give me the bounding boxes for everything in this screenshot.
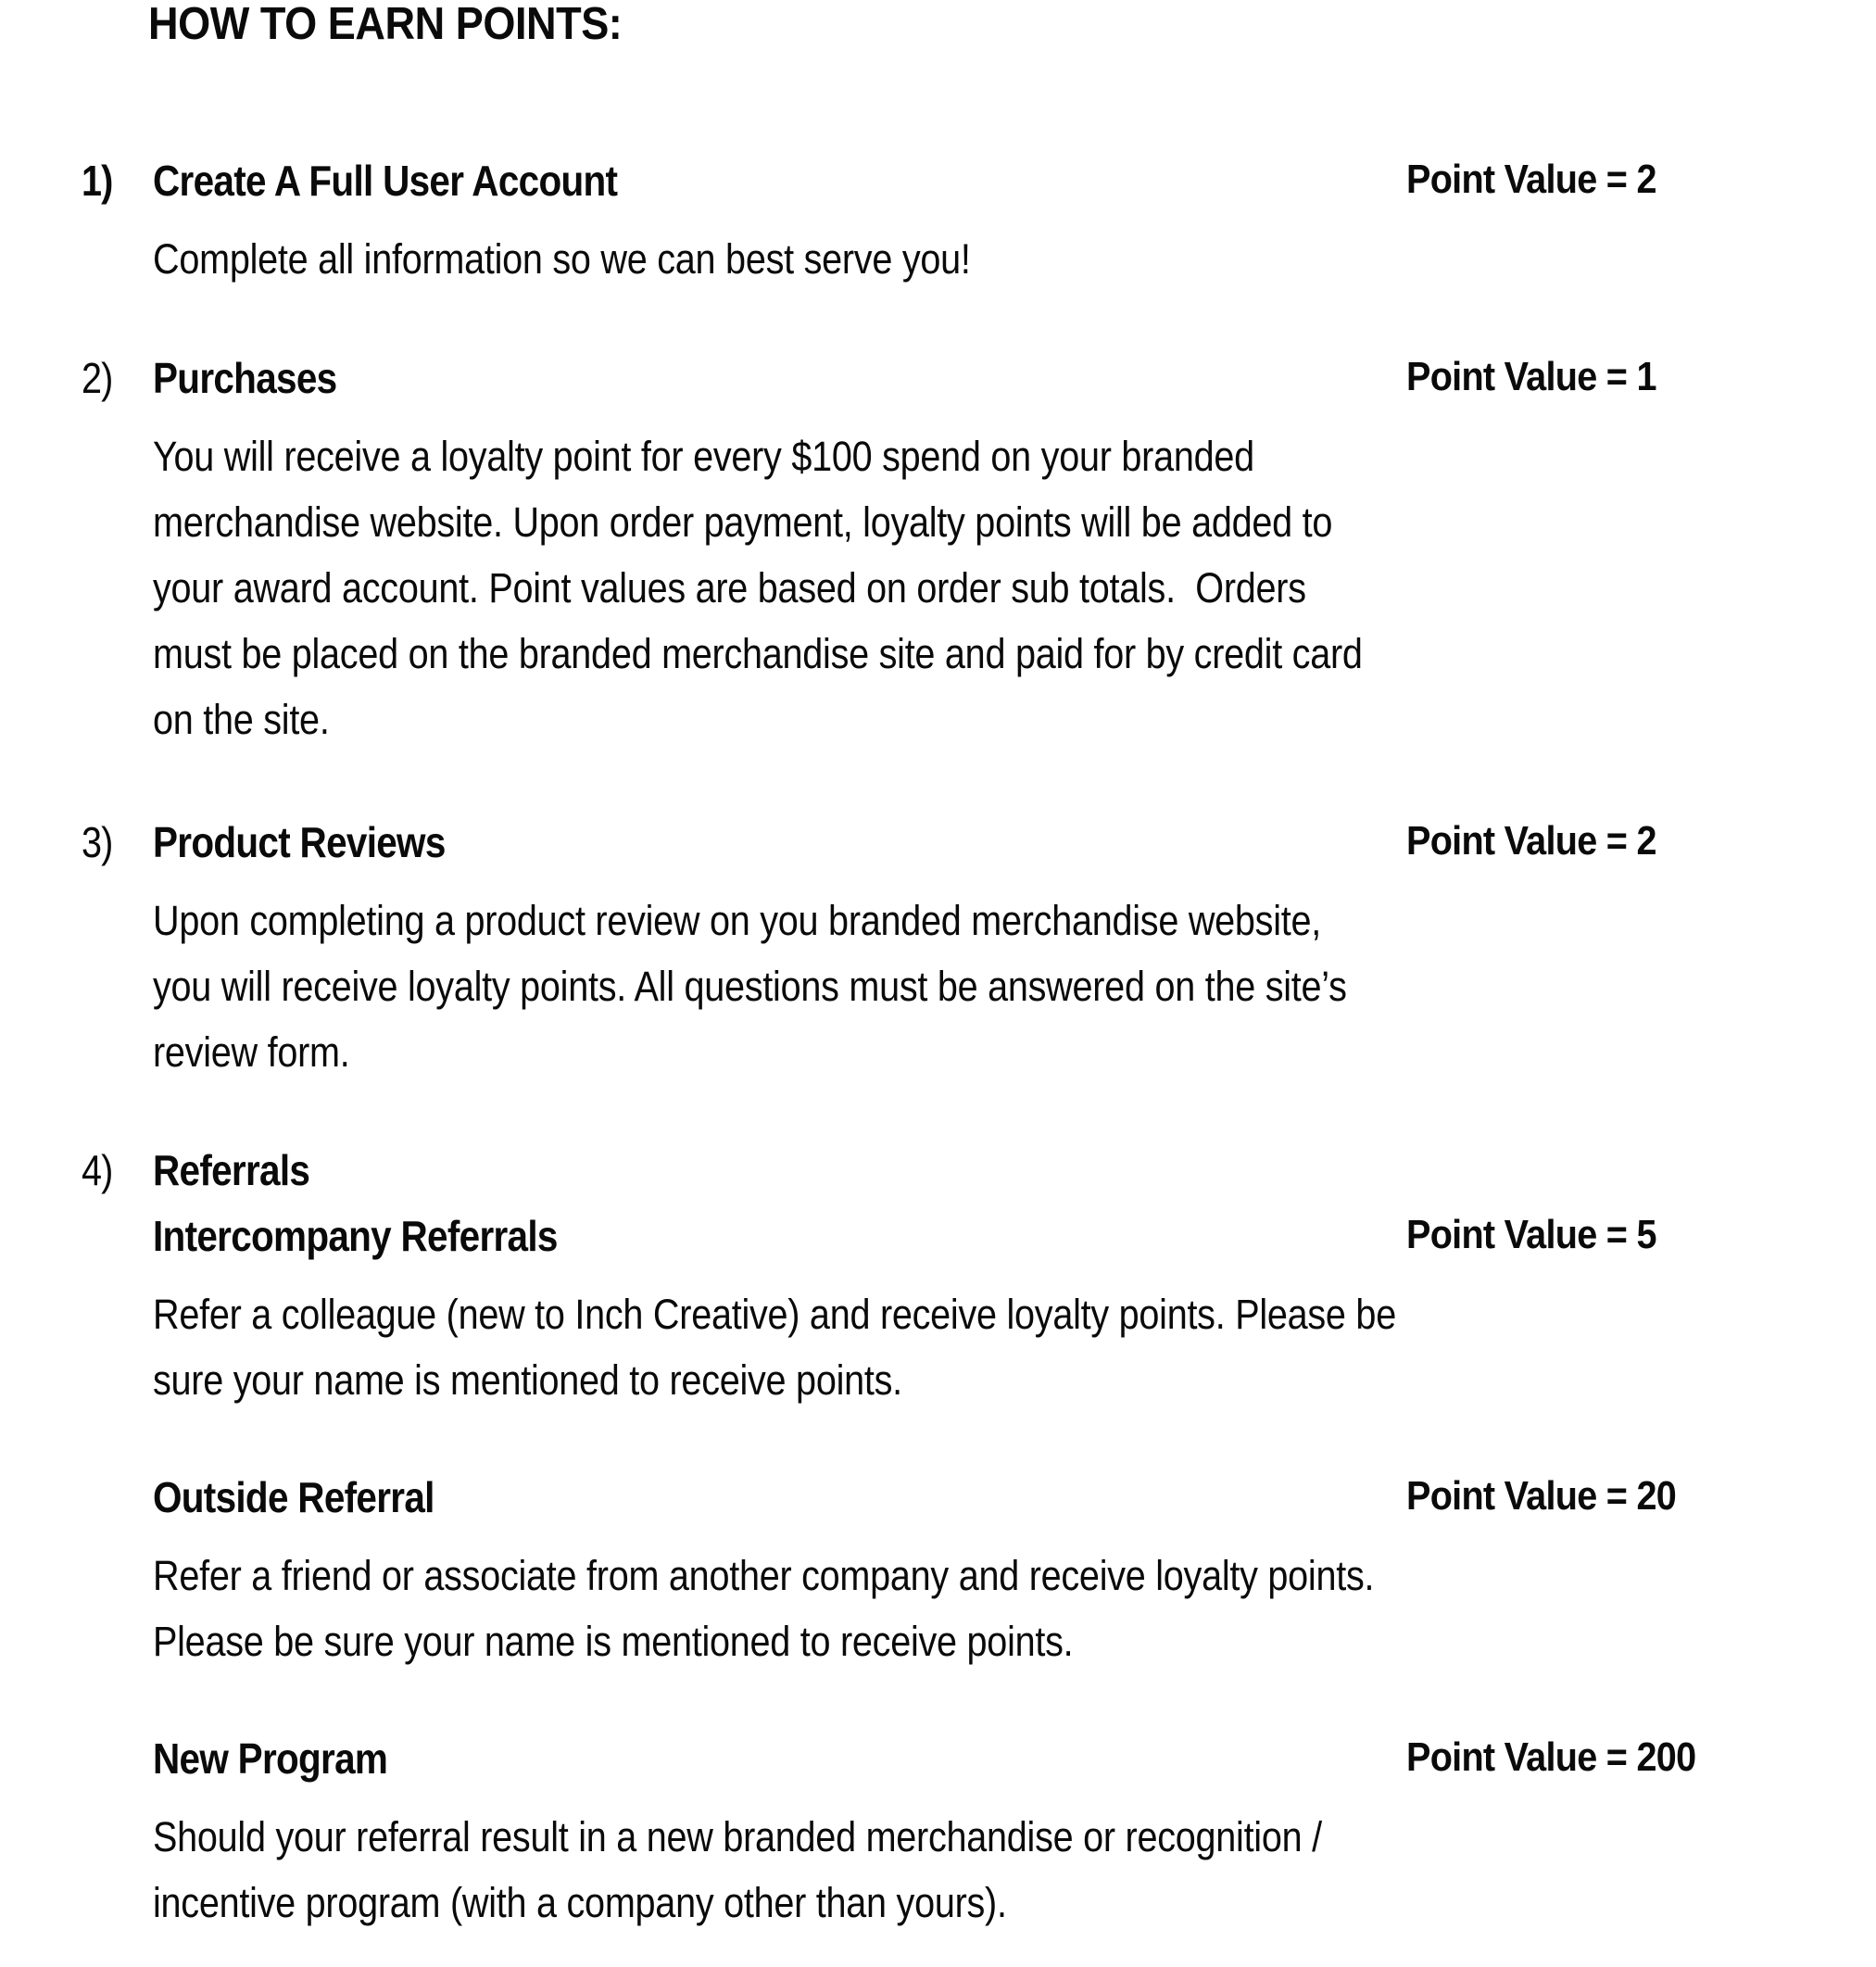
subitem-body-new-program xyxy=(153,1804,1620,1935)
item-title-referrals: Referrals xyxy=(153,1146,310,1194)
item-title-create-account: Create A Full User Account xyxy=(153,157,618,205)
body-line: incentive program (with a company other than yours). xyxy=(153,1879,1007,1926)
body-line: Should your referral result in a new branded merchandise or recognition / xyxy=(153,1813,1322,1860)
point-value-product-reviews: Point Value = 2 xyxy=(1406,818,1656,864)
body-line: sure your name is mentioned to receive points. xyxy=(153,1356,902,1404)
body-line: Refer a colleague (new to Inch Creative) and receive loyalty points. Please be xyxy=(153,1291,1396,1338)
page-title: HOW TO EARN POINTS: xyxy=(148,0,623,49)
body-line: review form. xyxy=(153,1028,350,1076)
point-value-intercompany-referrals: Point Value = 5 xyxy=(1406,1212,1656,1257)
body-line: on the site. xyxy=(153,696,330,743)
subitem-title-intercompany-referrals: Intercompany Referrals xyxy=(153,1212,558,1260)
point-value-purchases: Point Value = 1 xyxy=(1406,354,1656,399)
point-value-create-account: Point Value = 2 xyxy=(1406,157,1656,202)
body-line: your award account. Point values are based on order sub totals. Orders xyxy=(153,564,1306,612)
body-line: merchandise website. Upon order payment, loyalty points will be added to xyxy=(153,498,1333,546)
body-line: Complete all information so we can best serve you! xyxy=(153,235,971,283)
subitem-title-new-program: New Program xyxy=(153,1734,388,1783)
list-marker-1: 1) xyxy=(82,157,113,205)
body-line: you will receive loyalty points. All questions must be answered on the site’s xyxy=(153,963,1347,1010)
subitem-title-outside-referral: Outside Referral xyxy=(153,1473,434,1521)
item-body-create-account xyxy=(153,226,1620,292)
item-body-product-reviews xyxy=(153,888,1620,1085)
list-marker-3: 3) xyxy=(82,818,113,866)
body-line: Upon completing a product review on you branded merchandise website, xyxy=(153,897,1321,944)
item-body-purchases xyxy=(153,423,1620,752)
subitem-body-intercompany-referrals xyxy=(153,1281,1620,1413)
list-marker-2: 2) xyxy=(82,354,113,402)
body-line: Refer a friend or associate from another company and receive loyalty points. xyxy=(153,1552,1375,1599)
point-value-outside-referral: Point Value = 20 xyxy=(1406,1473,1677,1519)
list-marker-4: 4) xyxy=(82,1146,113,1194)
body-line: You will receive a loyalty point for every $100 spend on your branded xyxy=(153,433,1254,480)
body-line: must be placed on the branded merchandise site and paid for by credit card xyxy=(153,630,1363,677)
subitem-body-outside-referral xyxy=(153,1543,1620,1674)
item-title-purchases: Purchases xyxy=(153,354,337,402)
point-value-new-program: Point Value = 200 xyxy=(1406,1734,1696,1780)
body-line: Please be sure your name is mentioned to receive points. xyxy=(153,1618,1074,1665)
item-title-product-reviews: Product Reviews xyxy=(153,818,446,866)
